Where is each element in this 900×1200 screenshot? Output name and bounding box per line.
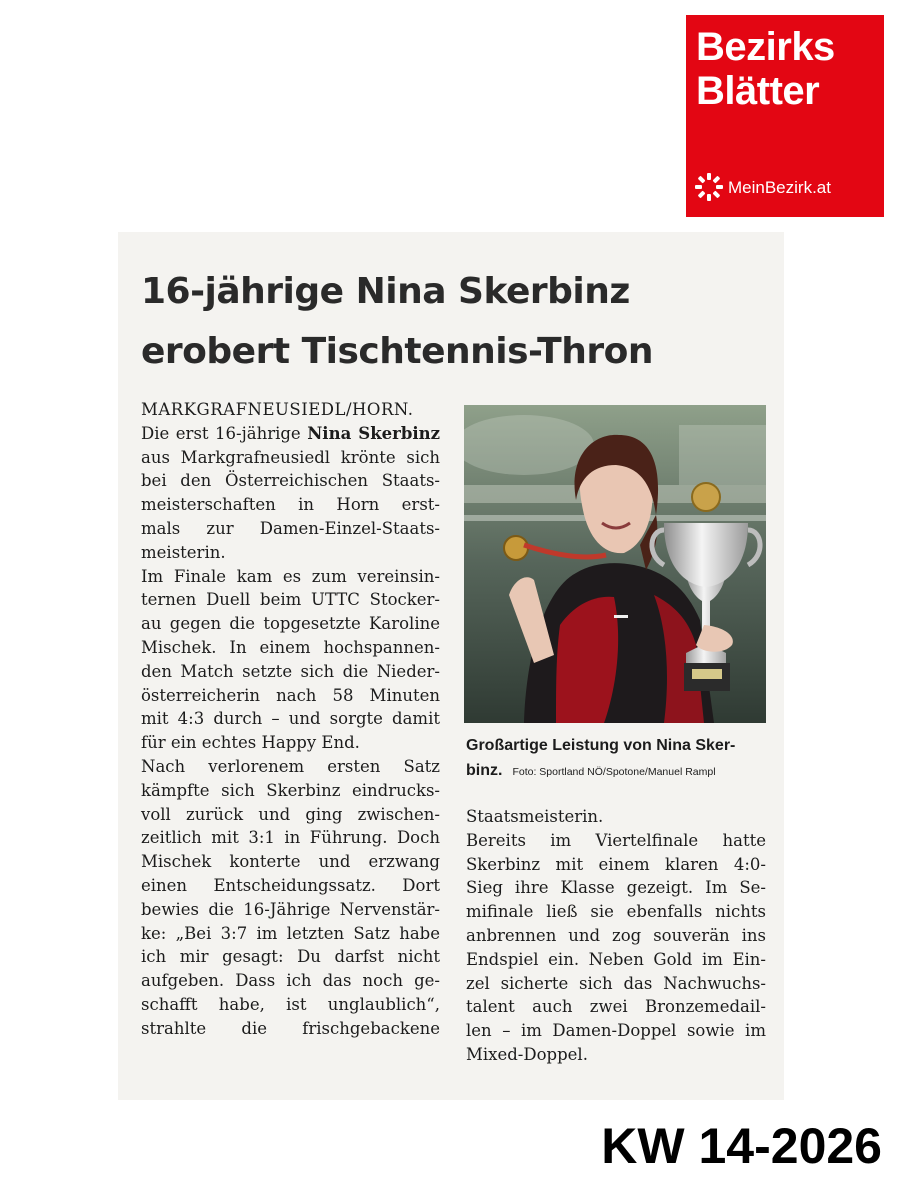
body-line: meisterschaften in Horn erst- — [141, 495, 440, 515]
body-line: ke: „Bei 3:7 im letzten Satz habe — [141, 923, 440, 943]
body-line: anbrennen und zog souverän ins — [466, 925, 766, 945]
body-line: zel sicherte sich das Nachwuchs- — [466, 973, 766, 993]
body-line: für ein echtes Happy End. — [141, 733, 360, 753]
article-left-column — [141, 398, 440, 1041]
body-line: bei den Österreichischen Staats- — [141, 471, 440, 491]
body-line: Mixed-Doppel. — [466, 1044, 588, 1064]
body-line: ternen Duell beim UTTC Stocker- — [141, 590, 440, 610]
body-line: strahlte die frischgebackene — [141, 1018, 440, 1038]
body-line: voll zurück und ging zwischen- — [141, 804, 440, 824]
body-line: Staatsmeisterin. — [466, 807, 604, 826]
logo-line-2: Blätter — [696, 69, 820, 113]
body-line: schafft habe, ist unglaublich“, — [141, 994, 440, 1014]
body-line: mals zur Damen-Einzel-Staats- — [141, 518, 440, 538]
body-line: Mischek. In einem hochspannen- — [141, 637, 440, 657]
body-line: bewies die 16-Jährige Nervenstär- — [141, 899, 440, 919]
body-line: ich mir gesagt: Du darfst nicht — [141, 947, 440, 967]
headline-line-1: 16-jährige Nina Skerbinz — [141, 271, 630, 312]
caption-end: binz. — [466, 762, 503, 779]
body-line: len – im Damen-Doppel sowie im — [466, 1021, 766, 1041]
body-line: aufgeben. Dass ich das noch ge- — [141, 971, 440, 991]
body-line: Skerbinz mit einem klaren 4:0- — [466, 854, 766, 874]
body-line: österreicherin nach 58 Minuten — [141, 685, 440, 705]
sunburst-logo-icon — [694, 172, 724, 202]
body-line: mit 4:3 durch – und sorgte damit — [141, 709, 440, 729]
headline-line-2: erobert Tischtennis-Thron — [141, 331, 653, 372]
body-line: den Match setzte sich die Nieder- — [141, 661, 440, 681]
body-line: Im Finale kam es zum vereinsin- — [141, 566, 440, 586]
body-line: au gegen die topgesetzte Karoline — [141, 614, 440, 634]
body-line: Bereits im Viertelfinale hatte — [466, 830, 766, 850]
body-line: Sieg ihre Klasse gezeigt. Im Se- — [466, 878, 766, 898]
issue-week-label: KW 14-2026 — [601, 1118, 882, 1174]
body-line: talent auch zwei Bronzemedail- — [466, 997, 766, 1017]
body-line: Nach verlorenem ersten Satz — [141, 756, 440, 776]
body-line: zeitlich mit 3:1 in Führung. Doch — [141, 828, 440, 848]
body-line: Endspiel ein. Neben Gold im Ein- — [466, 949, 766, 969]
article-photo — [464, 405, 766, 723]
article-right-column — [466, 805, 766, 1067]
photo-credit: Foto: Sportland NÖ/Spotone/Manuel Rampl — [512, 766, 716, 778]
photo-caption — [466, 733, 766, 785]
body-line: einen Entscheidungssatz. Dort — [141, 875, 440, 895]
bezirksblaetter-logo — [686, 15, 884, 217]
caption-line-1: Großartige Leistung von Nina Sker- — [466, 737, 736, 754]
body-line: aus Markgrafneusiedl krönte sich — [141, 447, 440, 467]
logo-line-1: Bezirks — [696, 25, 835, 69]
logo-site-url: MeinBezirk.at — [728, 178, 831, 197]
body-line: Die erst 16-jährige Nina Skerbinz — [141, 423, 440, 443]
caption-line-2 — [466, 758, 766, 785]
body-line: mifinale ließ sie ebenfalls nichts — [466, 902, 766, 922]
body-line: meisterin. — [141, 542, 226, 562]
body-line: kämpfte sich Skerbinz eindrucks- — [141, 780, 440, 800]
dateline: MARKGRAFNEUSIEDL/HORN. — [141, 400, 414, 419]
body-line: Mischek konterte und erzwang — [141, 852, 440, 872]
player-with-trophy-illustration — [464, 405, 766, 723]
